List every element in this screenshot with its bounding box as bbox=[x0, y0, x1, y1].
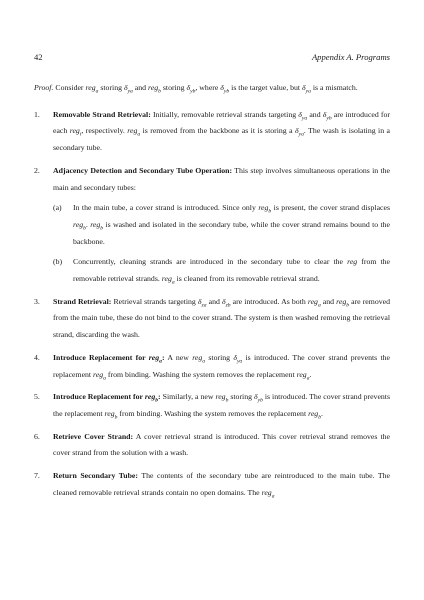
list-item: 2. Adjacency Detection and Secondary Tube Operation: This step involves simultaneous operations in the main and secondary tubes: (a) In the main tube, a cover strand is introduced. Since only reg$_b$ is present, the cover strand displaces reg$_b$. reg$_b$ is washed and isolated in the secondary tube, while the cover strand remains bound to the backbone. (b) Concurrently, cleaning strands are introduced in the secondary tube to clear the reg from the removable retrieval strands. reg$_a$ is cleaned from its removable retrieval strand. bbox=[34, 163, 390, 288]
item-number: 1. bbox=[34, 109, 40, 119]
list-item: 7. Return Secondary Tube: The contents of the secondary tube are reintroduced to the main tube. The cleaned removable retrieval strands contain no open domains. The reg$_a$ bbox=[34, 468, 390, 501]
item-label: Retrieve Cover Strand: bbox=[53, 431, 134, 441]
item-number: 2. bbox=[34, 165, 40, 175]
list-item: 1. Removable Strand Retrieval: Initially, removable retrieval strands targeting $\delta_{ya}$ and $\delta_{yb}$ are introduced for each reg$_i$, respectively. reg$_a$ is removed from the backbone as it is storing a $\delta_{ya}$. The wash is isolating in a secondary tube. bbox=[34, 107, 390, 157]
item-label: Introduce Replacement for reg$_b$: bbox=[53, 392, 161, 404]
sub-item: (a) In the main tube, a cover strand is introduced. Since only reg$_b$ is present, the cover strand displaces reg$_b$. reg$_b$ is washed and isolated in the secondary tube, while the cover strand remains bound to the backbone. bbox=[53, 200, 390, 250]
item-label: Return Secondary Tube: bbox=[53, 471, 138, 481]
running-header: Appendix A. Programs bbox=[311, 52, 390, 62]
item-number: 3. bbox=[34, 296, 40, 306]
list-item: 3. Strand Retrieval: Retrieval strands targeting $\delta_{za}$ and $\delta_{zb}$ are introduced. As both reg$_a$ and reg$_b$ are removed from the main tube, these do not bind to the cover strand. The system is then washed removing the retrieval strand, discarding the wash. bbox=[34, 294, 390, 344]
item-number: 7. bbox=[34, 471, 40, 481]
sub-item: (b) Concurrently, cleaning strands are introduced in the secondary tube to clear the reg from the removable retrieval strands. reg$_a$ is cleaned from its removable retrieval strand. bbox=[53, 254, 390, 287]
list-item: 4. Introduce Replacement for reg$_a$: A new reg$_a$ storing $\delta_{ya}$ is introduced. The cover strand prevents the replacement reg$_a$ from binding. Washing the system removes the replacement reg$_a$. bbox=[34, 350, 390, 383]
sub-item-number: (a) bbox=[53, 203, 62, 213]
item-label: Adjacency Detection and Secondary Tube Operation: bbox=[53, 165, 233, 175]
list-item: 5. Introduce Replacement for reg$_b$: Similarly, a new reg$_b$ storing $\delta_{yb}$ is introduced. The cover strand prevents the replacement reg$_b$ from binding. Washing the system removes the replacement reg$_b$. bbox=[34, 389, 390, 422]
item-label: Removable Strand Retrieval: bbox=[53, 109, 151, 119]
proof-label: Proof. bbox=[34, 83, 54, 92]
list-item: 6. Retrieve Cover Strand: A cover retrieval strand is introduced. This cover retrieval strand removes the cover strand from the solution with a wash. bbox=[34, 429, 390, 462]
item-number: 5. bbox=[34, 392, 40, 402]
item-label: Introduce Replacement for reg$_a$: bbox=[53, 352, 165, 365]
item-number: 4. bbox=[34, 352, 40, 362]
item-label: Strand Retrieval: bbox=[53, 296, 112, 306]
body-text bbox=[34, 80, 390, 501]
item-number: 6. bbox=[34, 431, 40, 441]
proof-paragraph: Proof. Consider reg$_a$ storing $\delta_{ya}$ and reg$_b$ storing $\delta_{yb}$, where $\delta_{yb}$ is the target value, but $\delta_{ya}$ is a mismatch. bbox=[34, 83, 358, 95]
page-number: 42 bbox=[34, 52, 43, 62]
sub-item-number: (b) bbox=[53, 257, 63, 267]
